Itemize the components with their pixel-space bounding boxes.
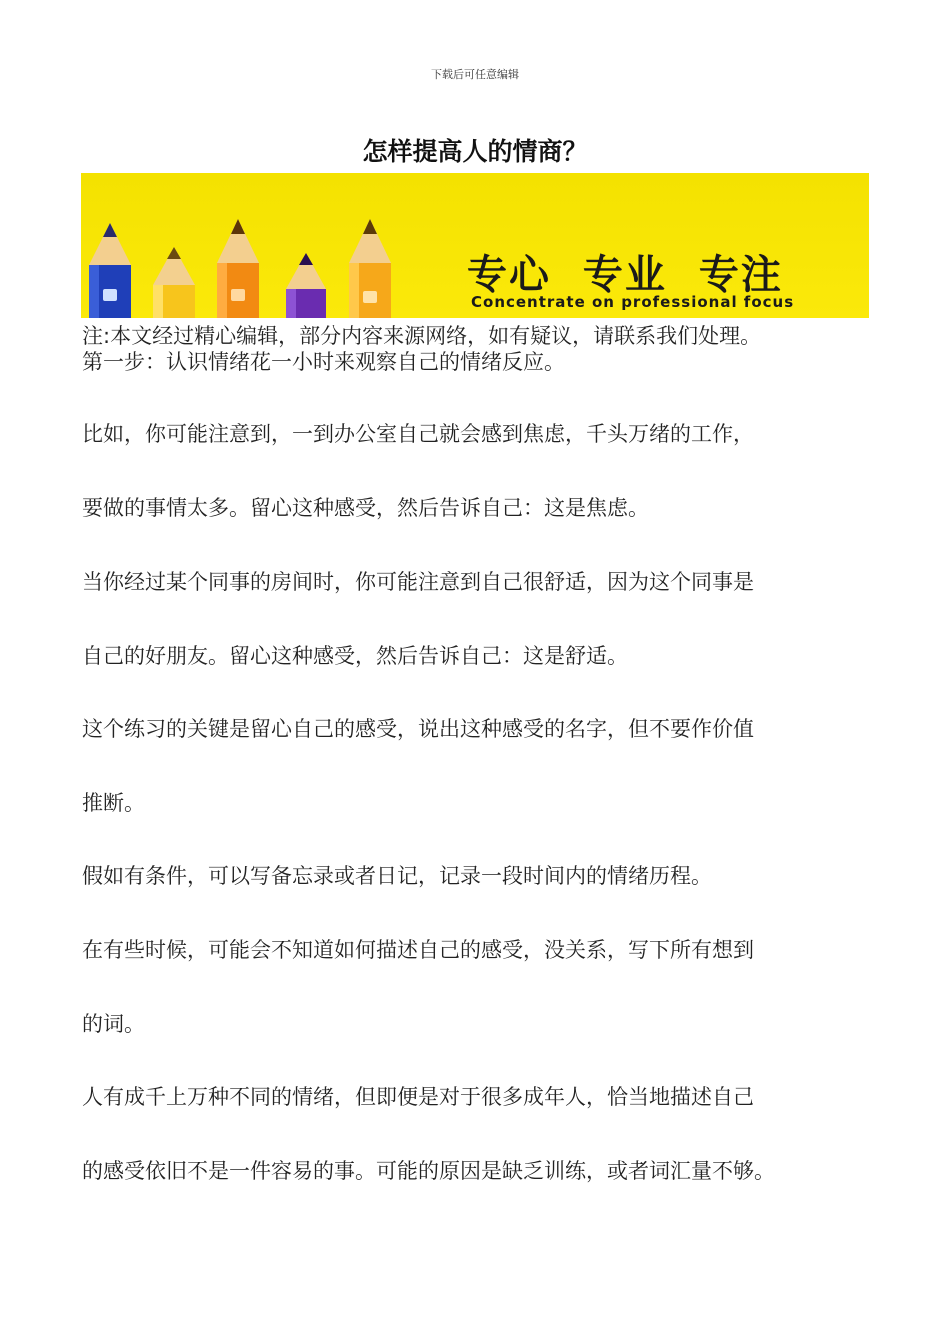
page-title: 怎样提高人的情商？ bbox=[362, 137, 588, 166]
paragraph-line: 这个练习的关键是留心自己的感受，说出这种感受的名字，但不要作价值 bbox=[82, 717, 754, 741]
banner-subtitle: Concentrate on professional focus bbox=[471, 293, 795, 311]
header-note: 下载后可任意编辑 bbox=[431, 68, 519, 81]
editor-note: 注:本文经过精心编辑，部分内容来源网络，如有疑议，请联系我们处理。 bbox=[82, 324, 762, 348]
paragraph-line: 假如有条件，可以写备忘录或者日记，记录一段时间内的情绪历程。 bbox=[82, 864, 712, 888]
paragraph-line: 比如，你可能注意到，一到办公室自己就会感到焦虑，千头万绪的工作， bbox=[82, 422, 754, 446]
paragraph-line: 要做的事情太多。留心这种感受，然后告诉自己：这是焦虑。 bbox=[82, 496, 649, 520]
banner-image bbox=[81, 173, 869, 318]
step-one-heading: 第一步：认识情绪花一小时来观察自己的情绪反应。 bbox=[82, 350, 565, 374]
paragraph-line: 的感受依旧不是一件容易的事。可能的原因是缺乏训练，或者词汇量不够。 bbox=[82, 1159, 775, 1183]
paragraph-line: 推断。 bbox=[82, 791, 145, 815]
paragraph-line: 人有成千上万种不同的情绪，但即便是对于很多成年人，恰当地描述自己 bbox=[82, 1085, 754, 1109]
paragraph-line: 的词。 bbox=[82, 1012, 145, 1036]
paragraph-line: 自己的好朋友。留心这种感受，然后告诉自己：这是舒适。 bbox=[82, 644, 628, 668]
paragraph-line: 当你经过某个同事的房间时，你可能注意到自己很舒适，因为这个同事是 bbox=[82, 570, 754, 594]
banner-slogan: 专心 专业 专注 bbox=[467, 252, 783, 298]
paragraph-line: 在有些时候，可能会不知道如何描述自己的感受，没关系，写下所有想到 bbox=[82, 938, 754, 962]
